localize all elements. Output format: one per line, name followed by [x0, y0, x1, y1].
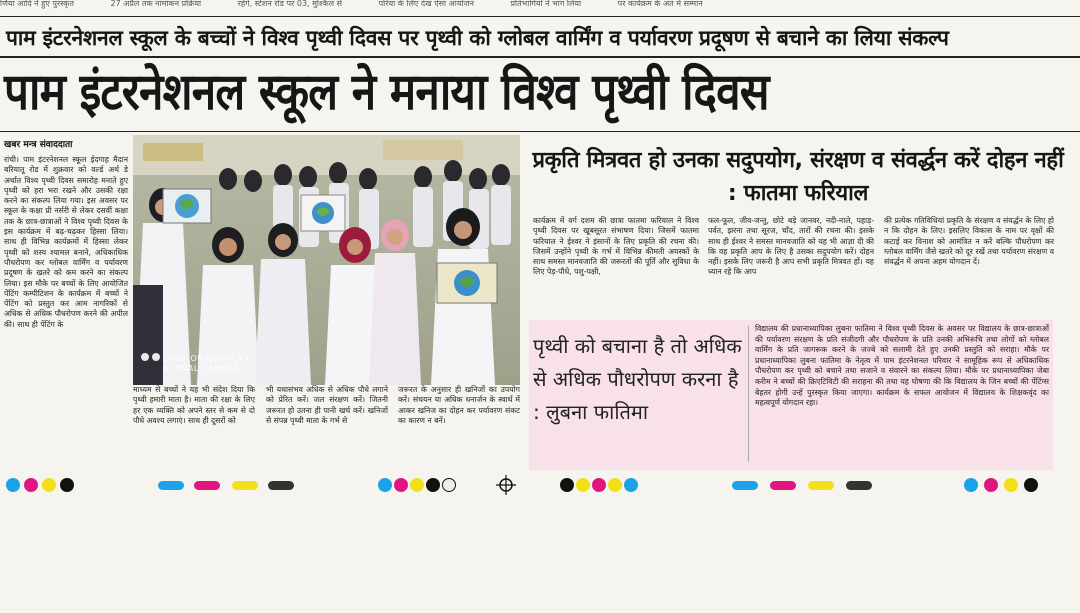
crosshair-icon — [496, 475, 516, 495]
main-headline: पाम इंटरनेशनल स्कूल ने मनाया विश्व पृथ्वी दिवस — [4, 63, 769, 122]
cropped-text: प्रतिभागियों ने भाग लिया — [510, 0, 582, 8]
black-bar-icon — [268, 481, 294, 490]
cyan-dot-icon — [6, 478, 20, 492]
quote-headline: प्रकृति मित्रवत हो उनका सदुपयोग, संरक्षण व संवर्द्धन करें दोहन नहीं : फातमा फरियाल — [532, 148, 1064, 206]
article-photo — [133, 135, 520, 385]
white-dot-icon — [442, 478, 456, 492]
cropped-text: 27 अप्रैल तक नामांकन प्रक्रिया — [110, 0, 202, 8]
quote-column-2: फल-फूल, जीव-जन्तु, छोटे बड़े जानवर, नदी-नाले, पहाड़-पर्वत, झरना तथा सूरज, चाँद, तारों की रचना की। इसके साथ ही ईश्वर ने समस्त मानवजाति को यह भी आज्ञा दी की कि वह प्रकृति आप के लिए है उसका सदुपयोग करें। दोहन नहीं। इसके लिए जरूरी है आप सभी प्रकृति मित्रवत हों। यह ध्यान रहे कि आप — [708, 216, 874, 277]
divider — [0, 16, 1080, 17]
registration-marks — [0, 477, 1080, 493]
yellow-bar-icon — [808, 481, 834, 490]
watermark-dot-icon — [152, 353, 160, 361]
black-dot-icon — [1024, 478, 1038, 492]
divider — [0, 131, 1080, 132]
divider — [748, 326, 749, 462]
article-column-2: माध्यम से बच्चों ने यह भी संदेश दिया कि पृथ्वी हमारी माता है। माता की रक्षा के लिए हर एक व्यक्ति को अपने स्तर से कम से दो पौधे अवश्य लगाएं। साथ ही दूसरों को — [133, 385, 255, 425]
quote-column-3: की प्रत्येक गतिविधियां प्रकृति के संरक्षण व संवर्द्धन के लिए हो न कि दोहन के लिए। इसलिए विकास के नाम पर वृक्षों की कटाई कर विनाश को आमंत्रित न करें बल्कि पौधरोपण कर ग्लोबल वार्मिंग जैसे खतरे को दूर रखें तथा पर्यावरण संरक्षण व संवर्द्धन में अपना अहम योगदान दें। — [884, 216, 1054, 267]
yellow-bar-icon — [232, 481, 258, 490]
article-column-1: रांची। पाम इंटरनेशनल स्कूल ईदगाह मैदान बरियातू रोड में शुक्रवार को वर्ल्ड अर्थ डे अर्थात विश्व पृथ्वी दिवस समारोह मनाते हुए पृथ्वी को हरा भरा रखने और उसकी रक्षा करने का संकल्प लिया गया। इस अवसर पर स्कूल के कक्षा प्री नर्सरी से लेकर दसवीं कक्षा तक के छात्र-छात्राओं ने विश्व पृथ्वी दिवस के इस कार्यक्रम में बढ़-चढ़कर हिस्सा लिया। साथ ही विभिन्न कार्यक्रमों में हिस्सा लेकर पृथ्वी को शस्य श्यामल बनाने, अधिकाधिक पौधरोपण कर ग्लोबल वार्मिंग व पर्यावरण प्रदूषण के खतरे को कम करने का संकल्प लिया। इस मौके पर बच्चों के लिए आयोजित पेंटिंग कम्पीटिशन के कार्यक्रम में बच्चों ने पेंटिंग को प्रस्तुत कर आम नागरिकों से अधिक से अधिक पौधरोपण करने की अपील की। साथ ही पेंटिंग के — [4, 155, 128, 329]
magenta-dot-icon — [592, 478, 606, 492]
watermark-line-2: AI DUAL CAMERA — [163, 364, 239, 373]
camera-watermark — [141, 353, 249, 374]
cropped-text: पर कार्यक्रम के अंत में सम्मान — [617, 0, 703, 8]
magenta-bar-icon — [194, 481, 220, 490]
magenta-dot-icon — [394, 478, 408, 492]
black-bar-icon — [846, 481, 872, 490]
black-dot-icon — [60, 478, 74, 492]
magenta-bar-icon — [770, 481, 796, 490]
article-column-3: भी यथासंभव अधिक से अधिक पौधे लगाने को प्रेरित करें। जल संरक्षण करें। जितनी जरूरत हो उतना ही पानी खर्च करें। खनिजों से संपन्न पृथ्वी माता के गर्भ से — [266, 385, 388, 425]
cropped-text: र्णिया आदि ने हुए पुरस्कृत — [0, 0, 74, 8]
cyan-dot-icon — [624, 478, 638, 492]
sub-headline: पाम इंटरनेशनल स्कूल के बच्चों ने विश्व पृथ्वी दिवस पर पृथ्वी को ग्लोबल वार्मिंग व पर्यावरण प्रदूषण से बचाने का लिया संकल्प — [6, 26, 949, 50]
top-cropped-strip — [0, 0, 1080, 16]
black-dot-icon — [560, 478, 574, 492]
cropped-text: परिया के लिए देख ऐसा आयोजन — [378, 0, 474, 8]
article-column-4: जरूरत के अनुसार ही खनिजों का उपयोग करें। संचयन या अधिक धनार्जन के स्वार्थ में आकर खनिज का दोहन कर पर्यावरण संकट का कारण न बनें। — [398, 385, 520, 425]
highlight-quote: पृथ्वी को बचाना है तो अधिक से अधिक पौधरोपण करना है : लुबना फातिमा — [533, 334, 742, 424]
watermark-dot-icon — [141, 353, 149, 361]
cropped-text: रहेंगे, स्टेशन रोड पर 03, मुश्किल से — [237, 0, 343, 8]
yellow-dot-icon — [1004, 478, 1018, 492]
byline: खबर मन्त्र संवाददाता — [4, 140, 73, 150]
cyan-dot-icon — [964, 478, 978, 492]
cyan-bar-icon — [732, 481, 758, 490]
yellow-dot-icon — [608, 478, 622, 492]
cyan-dot-icon — [378, 478, 392, 492]
yellow-dot-icon — [576, 478, 590, 492]
photo-illustration — [133, 135, 520, 385]
yellow-dot-icon — [410, 478, 424, 492]
magenta-dot-icon — [24, 478, 38, 492]
watermark-line-1: SHOT ON REDMI Y3 — [163, 354, 250, 363]
cyan-bar-icon — [158, 481, 184, 490]
magenta-dot-icon — [984, 478, 998, 492]
black-dot-icon — [426, 478, 440, 492]
yellow-dot-icon — [42, 478, 56, 492]
quote-column-1: कार्यक्रम में वर्ग दशम की छात्रा फातमा फरियाल ने विश्व पृथ्वी दिवस पर खूबसूरत संभाषण दिया। जिसमें फातमा फरियाल ने ईश्वर ने इंसानों के लिए प्रकृति की रचना की। जिसमें उन्होंने पृथ्वी के गर्भ में विभिन्न कीमती अयस्कों के साथ समस्त मानवजाति की जरूरतों की पूर्ति और सुविधा के लिए पेड़-पौधे, पशु-पक्षी, — [533, 216, 699, 277]
highlight-text: विद्यालय की प्रधानाध्यापिका लुबना फातिमा ने विश्व पृथ्वी दिवस के अवसर पर विद्यालय के छात्र-छात्राओं की पर्यावरण संरक्षण के प्रति संजीदगी और पौधरोपण के प्रति उनकी अभिरूचि तथा लोगों को ग्लोबल वार्मिंग के प्रति जागरूक करने के जज्बे को सलामी देते हुए उनकी प्रस्तुति को सराहा। मौके पर प्रधानाध्यापिका लुबना फातिमा के नेतृत्व में पाम इंटरनेशनल परिवार ने सामूहिक रूप से अधिकाधिक पौधरोपण कर पृथ्वी को बचाने तथा सजाने व संवारने का संकल्प लिया। मौके पर प्रधानाध्यापिका जेबा करीम ने बच्चों की क्रिएटिविटी की सराहना की तथा यह घोषणा की कि विद्यालय के जिन बच्चों की पेंटिंग्स बेहतर होगी उन्हें पुरस्कृत किया जाएगा। कार्यक्रम के सफल आयोजन में विद्यालय के शिक्षकवृंद का महत्वपूर्ण योगदान रहा। — [755, 324, 1049, 408]
